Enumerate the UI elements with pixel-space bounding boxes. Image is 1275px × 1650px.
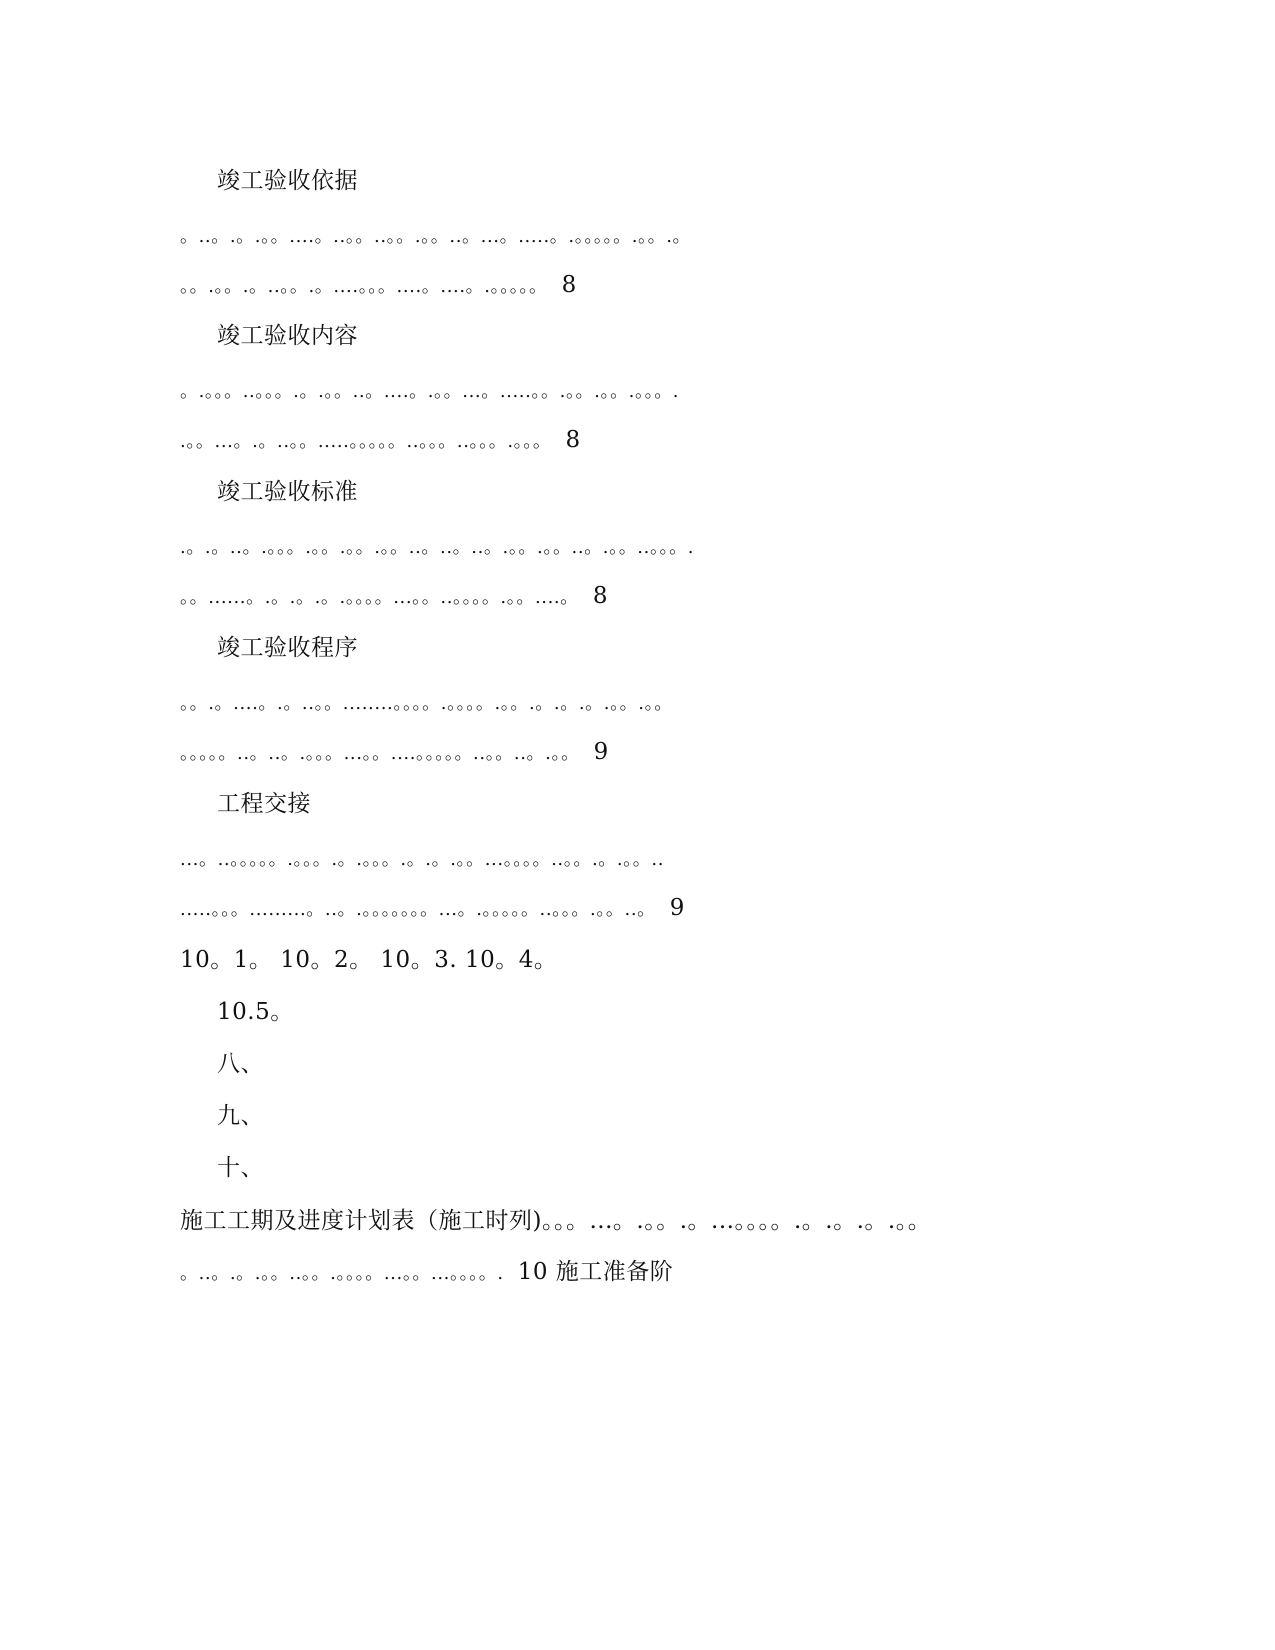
toc-page-number-and-next-title: 10 施工准备阶 xyxy=(517,1259,674,1285)
toc-leader-dots: 。.。。。..。。。.。.。。..。....。.。。...。.....。。.。。.。。.。。。. xyxy=(180,381,680,402)
schedule-entry-text: 施工工期及进度计划表（施工时列)。。。...。.。。.。...。。。。.。.。.。.。。 xyxy=(180,1208,932,1234)
toc-page-number: 9 xyxy=(593,739,609,765)
toc-leader-dots: 。..。.。.。。....。..。。..。。.。。..。...。.....。.。。。。。.。。.。 xyxy=(180,226,692,247)
toc-leader-line xyxy=(180,893,685,925)
toc-page-number: 8 xyxy=(565,427,581,453)
toc-entry-title: 竣工验收内容 xyxy=(217,323,358,349)
section-number: 10.5。 xyxy=(217,999,294,1025)
toc-entry-title: 竣工验收程序 xyxy=(217,635,358,661)
toc-leader-dots: 。..。.。.。。..。。.。。。。...。。...。。。。. xyxy=(180,1263,504,1284)
toc-entry-title: 竣工验收依据 xyxy=(217,168,358,194)
toc-page-number: 9 xyxy=(669,895,685,921)
section-number-row: 10。1。 10。2。 10。3. 10。4。 xyxy=(180,947,558,973)
toc-leader-dots: .....。。。.........。..。.。。。。。。。...。.。。。。。..。。。.。。..。 xyxy=(180,899,656,920)
toc-page-number: 8 xyxy=(561,272,577,298)
toc-leader-dots: .。.。..。.。。。.。。.。。.。。..。..。..。.。。.。。..。.。。..。。。. xyxy=(180,537,695,558)
chapter-marker: 九、 xyxy=(217,1103,264,1129)
toc-page-number: 8 xyxy=(592,583,608,609)
schedule-leader-line xyxy=(180,1257,673,1289)
chapter-marker: 十、 xyxy=(217,1155,264,1181)
toc-entry-title: 工程交接 xyxy=(217,791,311,817)
toc-leader-line xyxy=(180,737,609,769)
toc-entry-title: 竣工验收标准 xyxy=(217,479,358,505)
toc-leader-dots: 。。.。....。.。..。。........。。。。.。。。。.。。.。.。.。.。。.。。 xyxy=(180,693,673,714)
toc-leader-dots: ...。..。。。。。.。。。.。.。。。.。.。.。。...。。。。..。。.。.。。.. xyxy=(180,849,665,870)
toc-leader-dots: .。。...。.。..。。.....。。。。。..。。。..。。。.。。。 xyxy=(180,431,552,452)
chapter-marker: 八、 xyxy=(217,1051,264,1077)
toc-leader-dots: 。。......。.。.。.。.。。。。...。。..。。。。.。。....。 xyxy=(180,587,579,608)
toc-leader-line xyxy=(180,581,608,613)
toc-leader-line xyxy=(180,425,581,457)
toc-leader-dots: 。。。。。..。..。.。。。...。。....。。。。。..。。..。.。。 xyxy=(180,743,580,764)
toc-leader-dots: 。。.。。.。..。。.。....。。。....。....。.。。。。。 xyxy=(180,276,548,297)
toc-leader-line xyxy=(180,270,577,302)
schedule-entry-title xyxy=(180,1206,931,1236)
